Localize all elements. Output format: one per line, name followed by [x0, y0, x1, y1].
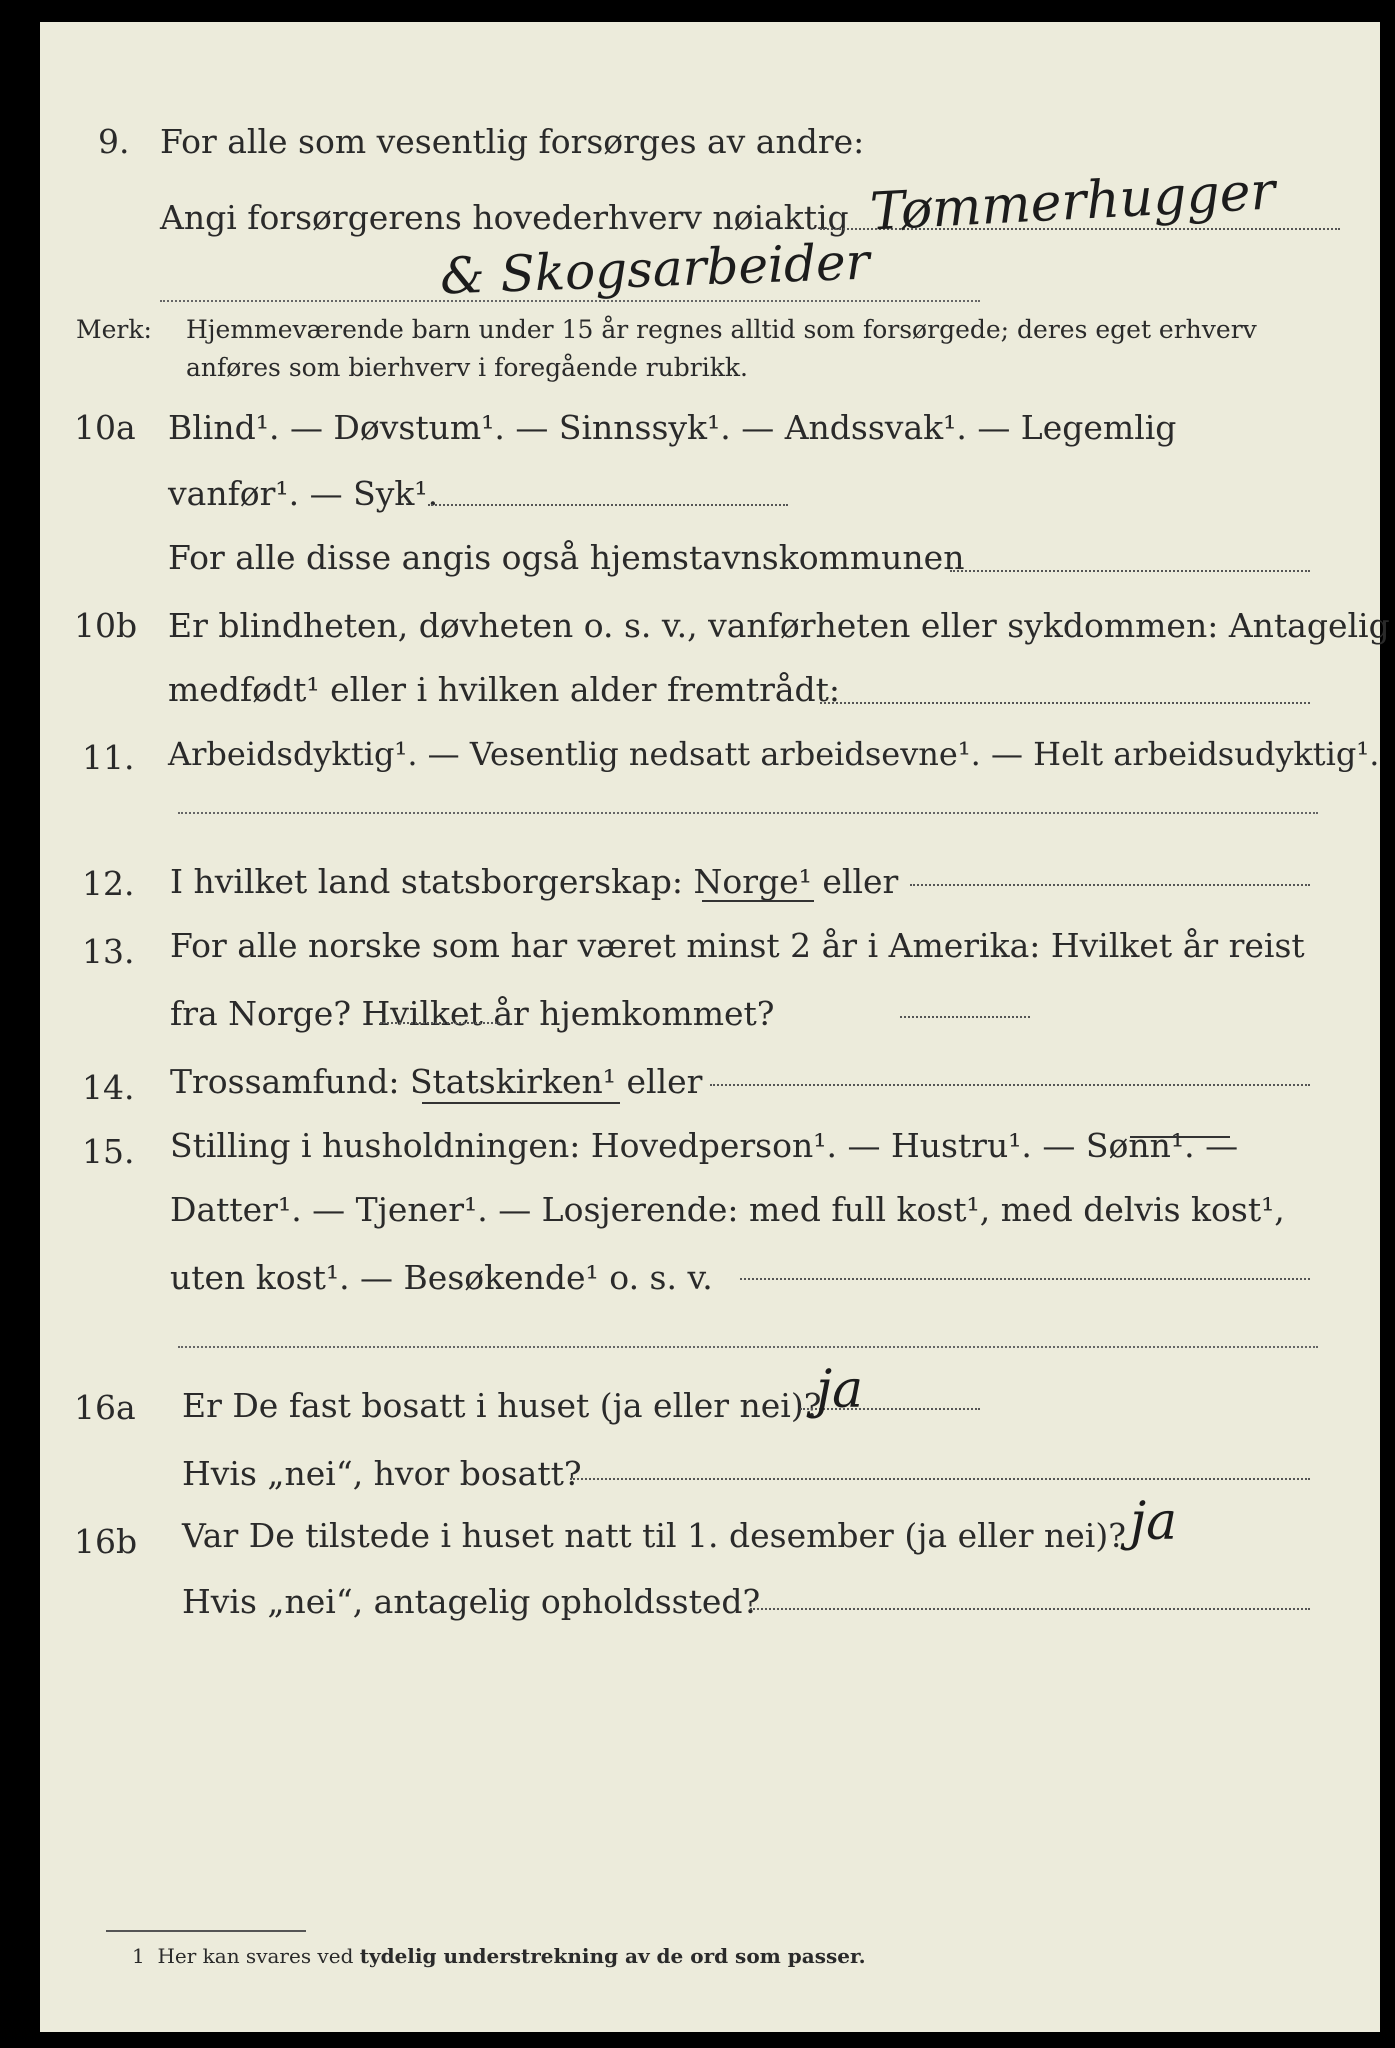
q9-handwritten-answer1: Tømmerhugger [868, 161, 1277, 243]
q16a-line2: Hvis „nei“, hvor bosatt? [182, 1454, 582, 1493]
q11-number: 11. [82, 738, 135, 777]
footnote-rule [106, 1930, 306, 1932]
q14-number: 14. [82, 1068, 135, 1107]
q10a-line3: For alle disse angis også hjemstavnskommunen [168, 538, 965, 577]
q16b-line1: Var De tilstede i huset natt til 1. desember (ja eller nei)? [182, 1516, 1126, 1555]
q14-answer-line [710, 1084, 1310, 1086]
q15-line3: uten kost¹. — Besøkende¹ o. s. v. [170, 1258, 713, 1297]
q16a-handwritten-answer: ja [816, 1360, 864, 1420]
q10a-line1: Blind¹. — Døvstum¹. — Sinnssyk¹. — Andssvak¹. — Legemlig [168, 408, 1177, 447]
census-form-page [40, 22, 1390, 2032]
q16a-number: 16a [74, 1388, 136, 1427]
q15-underline-sonn [1130, 1136, 1230, 1138]
footnote-bold: tydelig understrekning av de ord som passer. [359, 1944, 866, 1968]
q10b-line1: Er blindheten, døvheten o. s. v., vanførheten eller sykdommen: Antagelig [168, 606, 1390, 645]
note-line1: Hjemmeværende barn under 15 år regnes alltid som forsørgede; deres eget erhverv [186, 315, 1257, 344]
q10b-answer-line [820, 702, 1310, 704]
q12-answer-line [910, 884, 1310, 886]
footnote-text: Her kan svares ved [157, 1944, 354, 1968]
q15-line1: Stilling i husholdningen: Hovedperson¹. — Hustru¹. — Sønn¹. — [170, 1126, 1239, 1165]
q16b-answer-line [750, 1608, 1310, 1610]
q15-answer-line [740, 1278, 1310, 1280]
q10b-number: 10b [74, 606, 138, 645]
q16b-handwritten-answer: ja [1130, 1492, 1178, 1552]
q14-line1: Trossamfund: Statskirken¹ eller [170, 1062, 703, 1101]
q12-line1: I hvilket land statsborgerskap: Norge¹ eller [170, 862, 899, 901]
q10b-line2: medfødt¹ eller i hvilken alder fremtrådt: [168, 670, 841, 709]
q16a-line1: Er De fast bosatt i huset (ja eller nei)? [182, 1386, 822, 1425]
q13-left-answer-line [380, 1022, 500, 1024]
q14-underline-statskirken [422, 1102, 620, 1104]
q11-answer-line [178, 812, 1318, 814]
q13-line2: fra Norge? Hvilket år hjemkommet? [170, 994, 775, 1033]
q15-answer-line2 [178, 1346, 1318, 1348]
q13-line1: For alle norske som har været minst 2 år i Amerika: Hvilket år reist [170, 926, 1305, 965]
q12-number: 12. [82, 864, 135, 903]
q15-number: 15. [82, 1132, 135, 1171]
q10a-number: 10a [74, 408, 136, 447]
q10a-answer-line [428, 504, 788, 506]
q10a-line2: vanfør¹. — Syk¹. [168, 474, 439, 513]
footnote-marker: 1 [132, 1944, 145, 1968]
q9-line1: For alle som vesentlig forsørges av andre: [160, 122, 865, 161]
note-line2: anføres som bierhverv i foregående rubrikk. [186, 353, 748, 382]
q10a-home-line [950, 570, 1310, 572]
footnote [132, 1944, 866, 1968]
q13-number: 13. [82, 932, 135, 971]
q12-underline-norge [702, 900, 814, 902]
q16b-number: 16b [74, 1522, 138, 1561]
q9-line2: Angi forsørgerens hovederhverv nøiaktig [160, 198, 849, 237]
q9-handwritten-answer2: & Skogsarbeider [439, 232, 871, 306]
q16b-line2: Hvis „nei“, antagelig opholdssted? [182, 1582, 761, 1621]
q9-number: 9. [98, 122, 130, 161]
q16a-where-line [570, 1478, 1310, 1480]
q11-line1: Arbeidsdyktig¹. — Vesentlig nedsatt arbeidsevne¹. — Helt arbeidsudyktig¹. [168, 735, 1380, 773]
q15-line2: Datter¹. — Tjener¹. — Losjerende: med full kost¹, med delvis kost¹, [170, 1190, 1285, 1229]
note-label: Merk: [76, 315, 152, 344]
q13-right-answer-line [900, 1016, 1030, 1018]
